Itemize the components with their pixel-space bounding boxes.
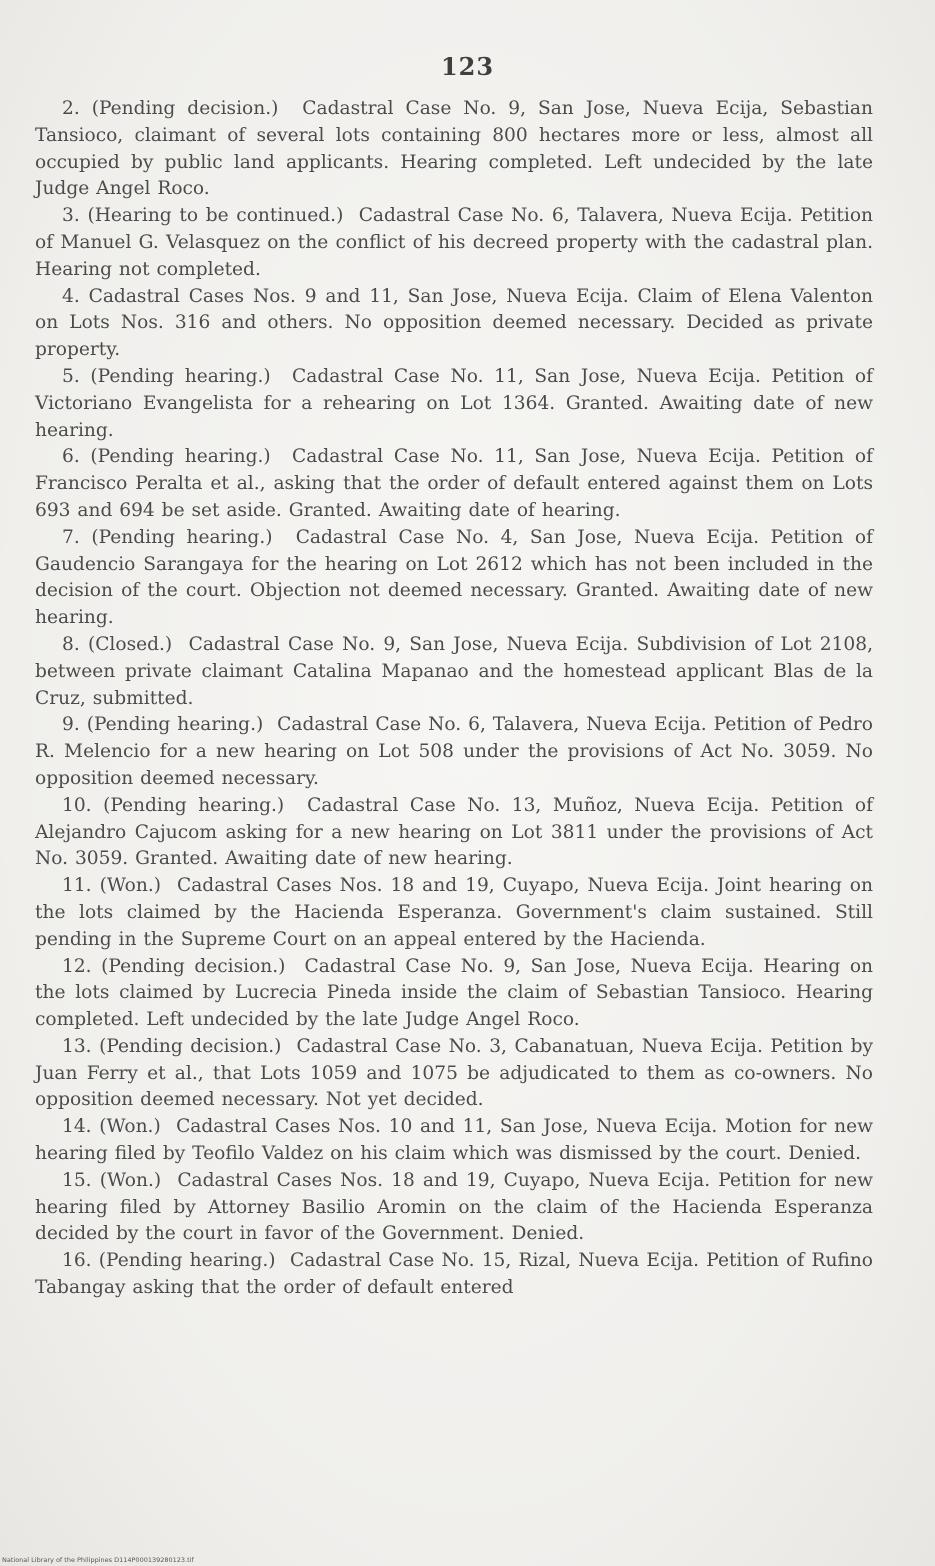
item-number: 3. <box>62 205 80 227</box>
item-number: 4. <box>62 285 80 307</box>
case-text: Cadastral Case No. 11, San Jose, Nueva Ecija. Petition of Victoriano Evangelista for a rehearing on Lot 1364. Granted. Awaiting date of new hearing. <box>35 365 873 441</box>
case-paragraph <box>35 873 873 953</box>
case-text: Cadastral Case No. 13, Muñoz, Nueva Ecija. Petition of Alejandro Cajucom asking for a new hearing on Lot 3811 under the provisions of Act No. 3059. Granted. Awaiting date of new hearing. <box>35 794 873 870</box>
item-number: 5. <box>62 365 80 387</box>
case-status: (Pending hearing.) <box>103 794 285 816</box>
case-paragraph <box>35 1114 873 1168</box>
case-paragraph <box>35 1168 873 1248</box>
case-text: Cadastral Cases Nos. 18 and 19, Cuyapo, Nueva Ecija. Joint hearing on the lots claimed by the Hacienda Esperanza. Government's claim sustained. Still pending in the Supreme Court on an appeal entered by the Hacienda. <box>35 875 873 950</box>
item-number: 7. <box>62 526 80 548</box>
scan-footer: National Library of the Philippines D114P000139280123.tif <box>2 1556 194 1564</box>
case-paragraph <box>35 364 873 444</box>
case-status: (Pending decision.) <box>99 1035 282 1057</box>
case-paragraph <box>35 632 873 712</box>
case-status: (Pending hearing.) <box>86 714 264 736</box>
case-text: Cadastral Case No. 4, San Jose, Nueva Ecija. Petition of Gaudencio Sarangaya for the hearing on Lot 2612 which has not been included in the decision of the court. Objection not deemed necessary. Granted. Awaiting date of new hearing. <box>35 526 873 629</box>
case-paragraph <box>35 954 873 1034</box>
item-number: 6. <box>62 446 80 468</box>
item-number: 9. <box>62 714 80 736</box>
case-paragraph <box>35 1034 873 1114</box>
case-paragraph <box>35 525 873 632</box>
item-number: 2. <box>62 98 80 119</box>
case-status: (Pending hearing.) <box>90 446 271 468</box>
case-status: (Won.) <box>99 1169 162 1191</box>
case-status: (Pending hearing.) <box>98 1250 276 1272</box>
item-number: 16. <box>62 1250 92 1272</box>
item-number: 15. <box>62 1169 92 1191</box>
case-status: (Closed.) <box>87 633 173 655</box>
case-status: (Pending hearing.) <box>90 365 271 387</box>
case-text: Cadastral Case No. 15, Rizal, Nueva Ecija. Petition of Rufino Tabangay asking that the order of default entered <box>35 1250 873 1299</box>
case-paragraph <box>35 203 873 283</box>
case-text: Cadastral Cases Nos. 10 and 11, San Jose, Nueva Ecija. Motion for new hearing filed by Teofilo Valdez on his claim which was dismissed by the court. Denied. <box>35 1116 873 1165</box>
case-text: Cadastral Cases Nos. 18 and 19, Cuyapo, Nueva Ecija. Petition for new hearing filed by Attorney Basilio Aromin on the claim of the Hacienda Esperanza decided by the court in favor of the Government. Denied. <box>35 1169 874 1245</box>
case-text: Cadastral Case No. 6, Talavera, Nueva Ecija. Petition of Manuel G. Velasquez on the conflict of his decreed property with the cadastral plan. Hearing not completed. <box>35 205 873 280</box>
case-status: (Pending decision.) <box>101 955 286 977</box>
case-paragraph <box>35 1248 873 1302</box>
case-paragraph <box>35 96 873 203</box>
page-number: 123 <box>440 52 495 81</box>
item-number: 12. <box>62 955 92 977</box>
case-text: Cadastral Case No. 3, Cabanatuan, Nueva Ecija. Petition by Juan Ferry et al., that Lots 1059 and 1075 be adjudicated to them as co-owners. No opposition deemed necessary. Not yet decided. <box>35 1035 874 1111</box>
item-number: 13. <box>62 1035 92 1057</box>
item-number: 14. <box>62 1116 92 1138</box>
case-status: (Pending hearing.) <box>91 526 273 548</box>
case-text: Cadastral Case No. 9, San Jose, Nueva Ecija. Hearing on the lots claimed by Lucrecia Pineda inside the claim of Sebastian Tansioco. Hearing completed. Left undecided by the late Judge Angel Roco. <box>35 955 873 1031</box>
case-paragraph <box>35 1302 873 1329</box>
report-text <box>35 96 873 1329</box>
case-text: Cadastral Cases Nos. 9 and 11, San Jose, Nueva Ecija. Claim of Elena Valenton on Lots Nos. 316 and others. No opposition deemed necessary. Decided as private property. <box>35 285 873 361</box>
case-paragraph <box>35 793 873 873</box>
case-text: Cadastral Case No. 9, San Jose, Nueva Ecija, Sebastian Tansioco, claimant of several lots containing 800 hectares more or less, almost all occupied by public land applicants. Hearing completed. Left undecided by the late Judge Angel Roco. <box>35 98 873 200</box>
case-paragraph <box>35 284 873 364</box>
case-paragraph <box>35 712 873 792</box>
case-status: (Won.) <box>99 1116 161 1138</box>
case-text: Cadastral Case No. 6, Talavera, Nueva Ecija. Petition of Pedro R. Melencio for a new hearing on Lot 508 under the provisions of Act No. 3059. No opposition deemed necessary. <box>35 714 873 789</box>
item-number: 8. <box>62 633 80 655</box>
case-text: Cadastral Case No. 11, San Jose, Nueva Ecija. Petition of Francisco Peralta et al., asking that the order of default entered against them on Lots 693 and 694 be set aside. Granted. Awaiting date of hearing. <box>35 446 873 521</box>
item-number: 11. <box>62 875 92 897</box>
case-paragraph <box>35 444 873 524</box>
case-text: Cadastral Case No. 9, San Jose, Nueva Ecija. Subdivision of Lot 2108, between private claimant Catalina Mapanao and the homestead applicant Blas de la Cruz, submitted. <box>35 633 873 709</box>
case-status: (Pending decision.) <box>91 98 279 119</box>
case-status: (Hearing to be continued.) <box>87 205 344 227</box>
case-status: (Won.) <box>99 875 162 897</box>
item-number: 10. <box>62 794 92 816</box>
